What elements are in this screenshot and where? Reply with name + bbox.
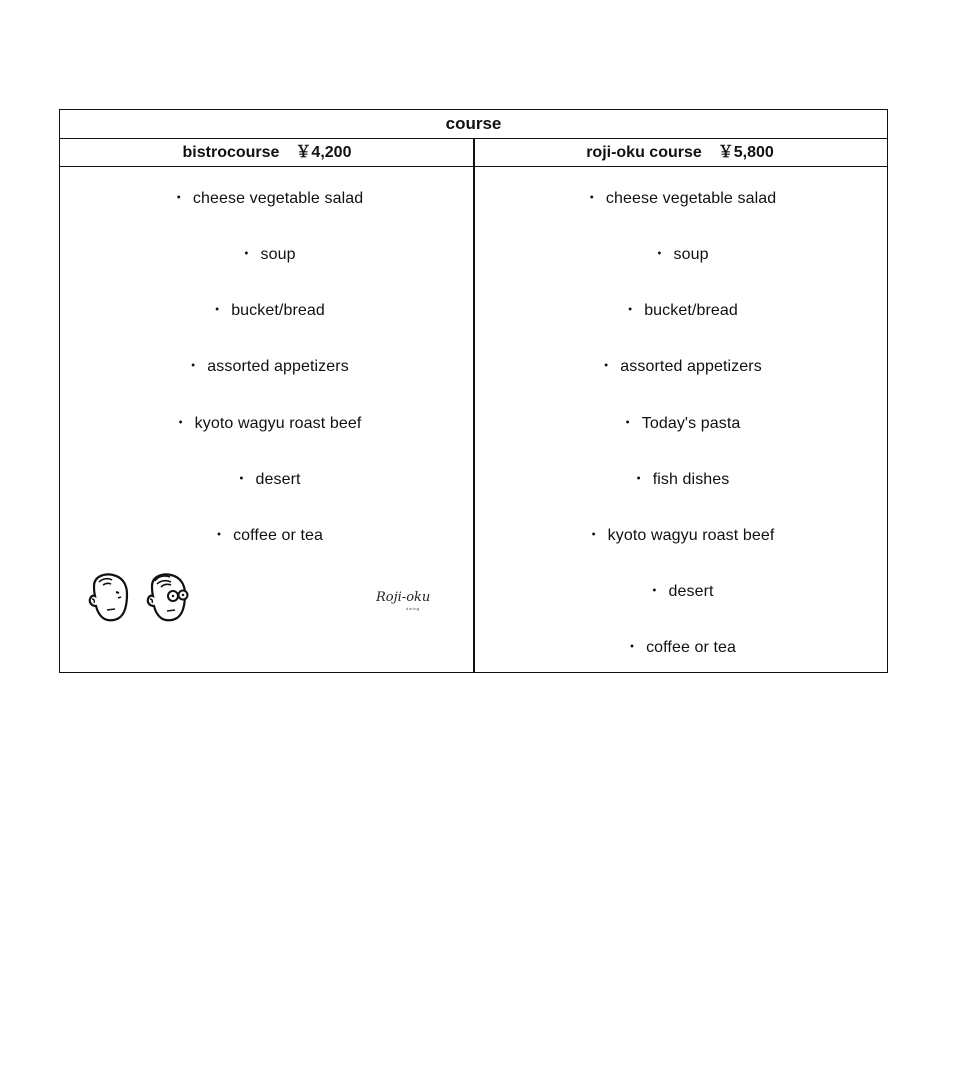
bistro-course-heading: bistrocourse ￥4,200 [182,144,352,161]
man-with-glasses-face-icon [143,572,193,622]
bullet: ・ [619,414,636,432]
bistro-course-items [60,167,474,560]
bullet: ・ [630,470,647,488]
table-title: course [60,110,887,139]
list-item [60,167,474,223]
roji-oku-logo-subtext: dining [406,606,420,611]
bullet: ・ [646,583,663,601]
roji-oku-logo: Roji-oku [376,590,431,605]
menu-item-label: coffee or tea [233,526,324,544]
menu-item-label: bucket/bread [644,302,738,320]
list-item [474,392,886,448]
list-item [474,223,886,279]
bullet: ・ [233,470,250,488]
menu-item-label: fish dishes [652,470,730,488]
course-menu-table [59,109,888,673]
bullet: ・ [210,526,228,544]
menu-item-label: desert [255,470,301,488]
menu-item-label: kyoto wagyu roast beef [607,526,775,544]
list-item [474,279,886,335]
bullet: ・ [209,302,226,320]
menu-item-label: coffee or tea [646,639,737,657]
list-item [474,504,886,560]
bullet: ・ [623,639,641,657]
list-item [60,279,474,335]
list-item [474,560,886,616]
list-item [60,448,474,504]
bullet: ・ [585,526,602,544]
menu-item-label: soup [260,245,296,263]
menu-item-label: assorted appetizers [620,358,762,376]
list-item [60,392,474,448]
bullet: ・ [185,358,202,376]
list-item [60,336,474,392]
list-item [474,617,886,673]
roji-oku-course-items [474,167,886,673]
list-item [474,336,886,392]
list-item [60,223,474,279]
bullet: ・ [651,245,668,263]
bullet: ・ [238,245,255,263]
bald-man-face-icon [85,572,131,622]
menu-item-label: cheese vegetable salad [192,189,364,207]
roji-oku-course-heading: roji-oku course ￥5,800 [586,144,774,161]
bullet: ・ [622,302,639,320]
menu-item-label: bucket/bread [231,302,325,320]
bullet: ・ [598,358,615,376]
list-item [60,504,474,560]
menu-item-label: soup [673,245,709,263]
list-item [474,167,886,223]
menu-item-label: desert [668,583,714,601]
bullet: ・ [172,414,189,432]
menu-item-label: assorted appetizers [207,358,349,376]
menu-item-label: cheese vegetable salad [605,189,777,207]
menu-item-label: kyoto wagyu roast beef [194,414,362,432]
bullet: ・ [583,189,600,207]
bullet: ・ [170,189,187,207]
list-item [474,448,886,504]
menu-item-label: Today's pasta [641,414,741,432]
